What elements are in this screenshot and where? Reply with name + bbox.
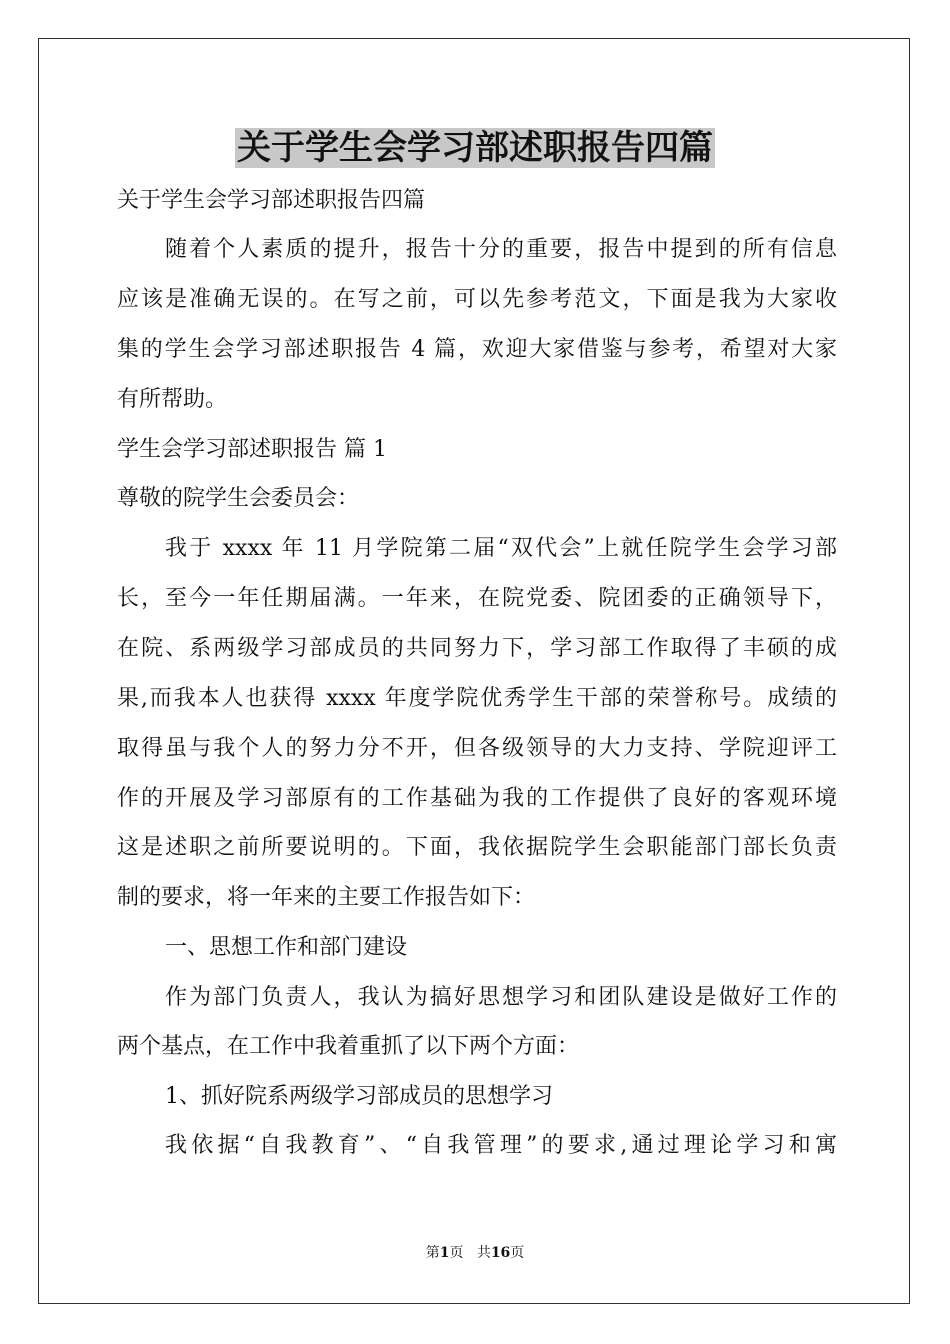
footer-page-suffix: 页	[449, 1245, 464, 1261]
paragraph-line: 我于 xxxx 年 11 月学院第二届“双代会”上就任院学生会学习部	[165, 536, 837, 561]
document-title	[0, 124, 950, 172]
paragraph-line: 制的要求，将一年来的主要工作报告如下：	[117, 885, 536, 910]
paragraph-line: 有所帮助。	[117, 387, 228, 412]
footer-current-page: 1	[439, 1245, 450, 1261]
paragraph-line: 我依据“自我教育”、“自我管理”的要求,通过理论学习和寓	[165, 1133, 837, 1158]
paragraph-line: 集的学生会学习部述职报告 4 篇，欢迎大家借鉴与参考，希望对大家	[117, 337, 837, 362]
page-footer	[0, 1243, 950, 1263]
paragraph-line: 作为部门负责人，我认为搞好思想学习和团队建设是做好工作的	[165, 985, 837, 1010]
paragraph-line: 取得虽与我个人的努力分不开，但各级领导的大力支持、学院迎评工	[117, 736, 837, 761]
paragraph-line: 两个基点，在工作中我着重抓了以下两个方面：	[117, 1034, 580, 1059]
page-border	[38, 38, 910, 1304]
paragraph-line: 应该是准确无误的。在写之前，可以先参考范文，下面是我为大家收	[117, 287, 837, 312]
section-heading: 学生会学习部述职报告 篇 1	[117, 437, 387, 462]
paragraph-line: 果,而我本人也获得 xxxx 年度学院优秀学生干部的荣誉称号。成绩的	[117, 686, 837, 711]
subsection-heading: 一、思想工作和部门建设	[165, 935, 408, 960]
subsection-heading: 1、抓好院系两级学习部成员的思想学习	[165, 1084, 553, 1109]
salutation: 尊敬的院学生会委员会：	[117, 486, 360, 511]
footer-total-pages: 16	[490, 1245, 511, 1261]
footer-total-suffix: 页	[510, 1245, 525, 1261]
paragraph-line: 作的开展及学习部原有的工作基础为我的工作提供了良好的客观环境	[117, 786, 837, 811]
footer-page-prefix: 第	[425, 1245, 440, 1261]
paragraph-line: 这是述职之前所要说明的。下面，我依据院学生会职能部门部长负责	[117, 835, 837, 860]
paragraph-line: 在院、系两级学习部成员的共同努力下，学习部工作取得了丰硕的成	[117, 636, 837, 661]
footer-total-prefix: 共	[476, 1245, 491, 1261]
document-title-text: 关于学生会学习部述职报告四篇	[237, 128, 713, 168]
paragraph-line: 长，至今一年任期届满。一年来，在院党委、院团委的正确领导下，	[117, 586, 837, 611]
subtitle-line: 关于学生会学习部述职报告四篇	[117, 188, 426, 213]
paragraph-line: 随着个人素质的提升，报告十分的重要，报告中提到的所有信息	[165, 237, 837, 262]
